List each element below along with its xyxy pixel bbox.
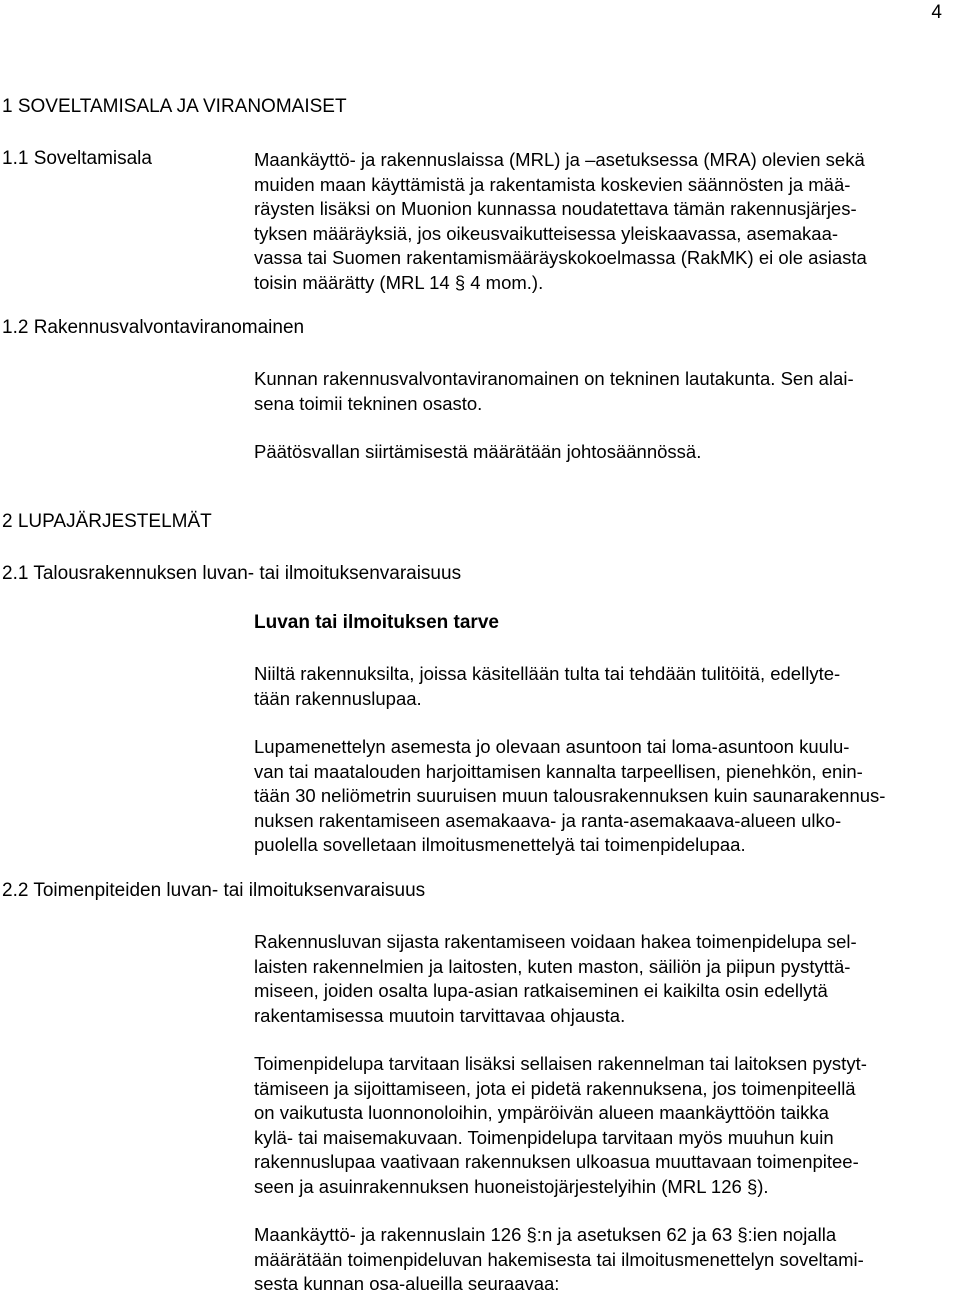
text-line: on vaikutusta luonnonoloihin, ympäröivän alueen maankäyttöön taikka xyxy=(254,1102,829,1123)
text-line: määrätään toimenpideluvan hakemisesta tai ilmoitusmenettelyn soveltami- xyxy=(254,1248,864,1270)
section-1-1-title: 1.1 Soveltamisala xyxy=(2,148,152,169)
text-line: vassa tai Suomen rakentamismääräyskokoelmassa (RakMK) ei ole asiasta xyxy=(254,247,867,268)
text-line: Päätösvallan siirtämisestä määrätään johtosäännössä. xyxy=(254,441,702,462)
text-line: toisin määrätty (MRL 14 § 4 mom.). xyxy=(254,271,544,293)
text-line: Maankäyttö- ja rakennuslain 126 §:n ja asetuksen 62 ja 63 §:ien nojalla xyxy=(254,1224,837,1245)
text-line: Toimenpidelupa tarvitaan lisäksi sellaisen rakennelman tai laitoksen pystyt- xyxy=(254,1053,867,1074)
text-line: van tai maatalouden harjoittamisen kannalta tarpeellisen, pienehkön, enin- xyxy=(254,760,863,782)
text-line: Kunnan rakennusvalvontaviranomainen on tekninen lautakunta. Sen alai- xyxy=(254,368,854,389)
section-2-2-paragraph-1 xyxy=(254,930,960,1028)
section-1-2-delegation xyxy=(254,440,960,465)
section-2-1-paragraph-1 xyxy=(254,662,960,711)
text-line: tyksen määräyksiä, jos oikeusvaikutteisessa yleiskaavassa, asemakaa- xyxy=(254,222,839,244)
text-line: seen ja asuinrakennuksen huoneistojärjestelyihin (MRL 126 §). xyxy=(254,1175,769,1197)
text-line: tämiseen ja sijoittamiseen, jota ei pidetä rakennuksena, jos toimenpiteellä xyxy=(254,1077,856,1099)
text-line: Lupamenettelyn asemesta jo olevaan asuntoon tai loma-asuntoon kuulu- xyxy=(254,736,850,757)
section-2-heading: 2 LUPAJÄRJESTELMÄT xyxy=(2,511,212,532)
section-2-1-paragraph-2 xyxy=(254,735,960,858)
text-line: Niiltä rakennuksilta, joissa käsitellään tulta tai tehdään tulitöitä, edellyte- xyxy=(254,663,841,684)
text-line: puolella sovelletaan ilmoitusmenettelyä tai toimenpidelupaa. xyxy=(254,834,746,855)
text-line: muiden maan käyttämistä ja rakentamista koskevien säännösten ja mää- xyxy=(254,173,851,195)
section-2-1-title: 2.1 Talousrakennuksen luvan- tai ilmoituksenvaraisuus xyxy=(2,563,462,584)
text-line: rakentamisessa muutoin tarvittavaa ohjausta. xyxy=(254,1004,626,1026)
text-line: sesta kunnan osa-alueilla seuraavaa: xyxy=(254,1273,560,1294)
text-line: tään 30 neliömetrin suuruisen muun talousrakennuksen kuin saunarakennus- xyxy=(254,785,886,806)
section-1-1-paragraph xyxy=(254,148,960,295)
section-2-1-subheading: Luvan tai ilmoituksen tarve xyxy=(254,612,499,633)
text-line: rakennuslupaa vaativaan rakennuksen ulkoasua muuttavaan toimenpitee- xyxy=(254,1151,859,1172)
text-line: nuksen rakentamiseen asemakaava- ja ranta-asemakaava-alueen ulko- xyxy=(254,809,842,831)
section-2-2-paragraph-2 xyxy=(254,1052,960,1199)
text-line: laisten rakennelmien ja laitosten, kuten maston, säiliön ja piipun pystyttä- xyxy=(254,955,851,977)
text-line: räysten lisäksi on Muonion kunnassa noudatettava tämän rakennusjärjes- xyxy=(254,198,857,219)
text-line: tään rakennuslupaa. xyxy=(254,687,422,709)
text-line: kylä- tai maisemakuvaan. Toimenpidelupa tarvitaan myös muuhun kuin xyxy=(254,1126,834,1148)
section-1-heading: 1 SOVELTAMISALA JA VIRANOMAISET xyxy=(2,96,347,117)
text-line: sena toimii tekninen osasto. xyxy=(254,392,483,414)
section-2-2-title: 2.2 Toimenpiteiden luvan- tai ilmoituksenvaraisuus xyxy=(2,880,426,901)
page-number: 4 xyxy=(931,2,942,23)
text-line: miseen, joiden osalta lupa-asian ratkaiseminen ei kaikilta osin edellytä xyxy=(254,980,828,1001)
section-2-2-paragraph-3 xyxy=(254,1223,960,1297)
text-line: Maankäyttö- ja rakennuslaissa (MRL) ja –asetuksessa (MRA) olevien sekä xyxy=(254,149,865,170)
text-line: Rakennusluvan sijasta rakentamiseen voidaan hakea toimenpidelupa sel- xyxy=(254,931,857,952)
section-1-2-paragraph xyxy=(254,367,960,416)
section-1-2-title: 1.2 Rakennusvalvontaviranomainen xyxy=(2,317,305,338)
